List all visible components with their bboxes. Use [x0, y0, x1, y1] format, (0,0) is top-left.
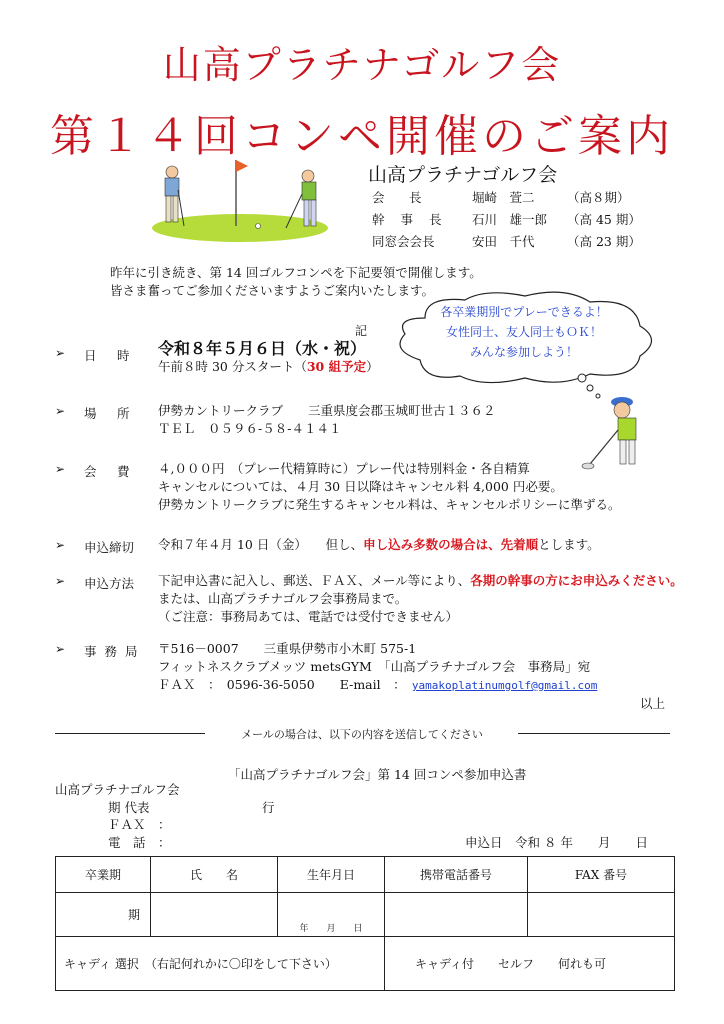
- deadline-end: とします。: [538, 537, 600, 552]
- table-row: [56, 893, 675, 937]
- fax-input-cell[interactable]: [528, 893, 675, 937]
- header-cell: 卒業期: [56, 857, 151, 893]
- bullet-arrow-icon: ➢: [55, 462, 66, 476]
- title-line-1: 山高プラチナゴルフ会: [162, 43, 562, 87]
- form-apply-date: 申込日 令和 ８ 年 月 日: [465, 835, 648, 850]
- cloud-line: 各卒業期別でプレーできるよ！: [440, 305, 608, 319]
- caddie-options[interactable]: キャディ付 セルフ 何れも可: [385, 937, 675, 991]
- method-label: 申込方法: [84, 576, 135, 591]
- form-tel: 電 話 ：: [108, 835, 171, 850]
- officer-row: [372, 230, 641, 252]
- form-fax: ＦＡＸ ：: [108, 817, 171, 832]
- method-line: または、山高プラチナゴルフ会事務局まで。: [158, 591, 408, 606]
- fee-line: 伊勢カントリークラブに発生するキャンセル料は、キャンセルポリシーに準ずる。: [158, 497, 621, 512]
- deadline-value: [158, 536, 600, 554]
- place-tel: ＴＥＬ ０５９６-５８-４１４１: [158, 421, 342, 436]
- form-title: 「山高プラチナゴルフ会」第 14 回コンペ参加申込書: [228, 767, 527, 782]
- officer-role: 会 長: [372, 190, 428, 205]
- bullet-arrow-icon: ➢: [55, 538, 66, 552]
- officer-term: （高 23 期）: [567, 234, 641, 249]
- officer-row: [372, 208, 641, 230]
- office-contact: [158, 676, 597, 695]
- mobile-input-cell[interactable]: [385, 893, 528, 937]
- name-input-cell[interactable]: [151, 893, 278, 937]
- date-start: 午前８時 30 分スタート（: [158, 359, 307, 374]
- bullet-arrow-icon: ➢: [55, 404, 66, 418]
- office-label: 事 務 局: [84, 644, 140, 659]
- method-note: 各期の幹事の方にお申込みください。: [470, 573, 683, 588]
- date-sub: [158, 358, 379, 376]
- bullet-arrow-icon: ➢: [55, 574, 66, 588]
- date-groups: 30 組予定: [306, 359, 367, 374]
- date-close-paren: ）: [366, 359, 379, 374]
- cloud-line: みんな参加しよう！: [469, 345, 578, 359]
- office-address: 〒516－0007 三重県伊勢市小木町 575-1: [158, 641, 417, 656]
- office-email-link[interactable]: yamakoplatinumgolf@gmail.com: [411, 679, 598, 692]
- separator-right: [518, 733, 670, 734]
- title-line-2: 第１４回コンペ開催のご案内: [50, 111, 674, 162]
- place-value: [158, 402, 496, 438]
- officer-name: 堀崎 萱二: [472, 190, 535, 205]
- office-fax: ＦＡＸ ： 0596-36-5050: [158, 677, 315, 692]
- intro-line: 皆さま奮ってご参加くださいますようご案内いたします。: [110, 283, 435, 298]
- bullet-arrow-icon: ➢: [55, 346, 66, 360]
- deadline-text: 令和７年４月 10 日（金） 但し、: [158, 537, 364, 552]
- ki-input-cell[interactable]: 期: [56, 893, 151, 937]
- caddie-label: キャディ 選択 （右記何れかに〇印をして下さい）: [56, 937, 385, 991]
- bullet-arrow-icon: ➢: [55, 642, 66, 656]
- fee-line: ４,０００円 （プレー代精算時に）プレー代は特別料金・各自精算: [158, 461, 530, 476]
- cloud-text: [424, 302, 624, 362]
- method-value: [158, 572, 683, 626]
- officer-term: （高８期）: [567, 190, 630, 205]
- header-cell: 氏 名: [151, 857, 278, 893]
- method-line: [158, 572, 683, 590]
- officer-row: [372, 186, 641, 208]
- separator-left: [55, 733, 205, 734]
- officers-table: [372, 186, 641, 252]
- fee-label: 会 費: [84, 464, 134, 479]
- birth-input-cell[interactable]: 年 月 日: [278, 893, 385, 937]
- mail-note: メールの場合は、以下の内容を送信してください: [241, 728, 483, 741]
- date-main: 令和８年５月６日（水・祝）: [158, 339, 367, 358]
- officer-name: 石川 雄一郎: [472, 212, 548, 227]
- officer-term: （高 45 期）: [567, 212, 641, 227]
- officer-name: 安田 千代: [472, 234, 535, 249]
- form-gyo: 行: [262, 800, 275, 815]
- table-header-row: [56, 857, 675, 893]
- intro-line: 昨年に引き続き、第 14 回ゴルフコンペを下記要領で開催します。: [110, 265, 482, 280]
- form-ki-rep: 期 代表: [108, 800, 150, 815]
- ki-marker: 記: [355, 324, 368, 338]
- fee-value: [158, 460, 621, 514]
- header-cell: 携帯電話番号: [385, 857, 528, 893]
- date-value: [158, 340, 379, 376]
- officer-role: 同窓会会長: [372, 234, 435, 249]
- place-line: 伊勢カントリークラブ 三重県度会郡玉城町世古１３６２: [158, 403, 496, 418]
- office-email-label: E-mail ：: [339, 677, 400, 692]
- caddie-row: [56, 937, 675, 991]
- method-text: 下記申込書に記入し、郵送、ＦＡＸ、メール等により、: [158, 573, 471, 588]
- cloud-line: 女性同士、友人同士もＯＫ！: [445, 325, 602, 339]
- fee-line: キャンセルについては、４月 30 日以降はキャンセル料 4,000 円必要。: [158, 479, 563, 494]
- office-addressee: フィットネスクラブメッツ metsGYM 「山高プラチナゴルフ会 事務局」宛: [158, 659, 591, 674]
- deadline-note: 申し込み多数の場合は、先着順: [363, 537, 539, 552]
- form-to: 山高プラチナゴルフ会: [55, 782, 180, 797]
- header-cell: FAX 番号: [528, 857, 675, 893]
- golfers-illustration: [140, 150, 340, 250]
- method-line: （ご注意：事務局あては、電話では受付できません）: [158, 609, 459, 624]
- organization-name: 山高プラチナゴルフ会: [368, 164, 558, 186]
- office-value: [158, 640, 597, 695]
- place-label: 場 所: [84, 406, 134, 421]
- date-label: 日 時: [84, 348, 134, 363]
- application-table: [55, 856, 675, 991]
- header-cell: 生年月日: [278, 857, 385, 893]
- deadline-label: 申込締切: [84, 540, 135, 555]
- officer-role: 幹 事 長: [372, 212, 448, 227]
- ijo: 以上: [640, 696, 666, 711]
